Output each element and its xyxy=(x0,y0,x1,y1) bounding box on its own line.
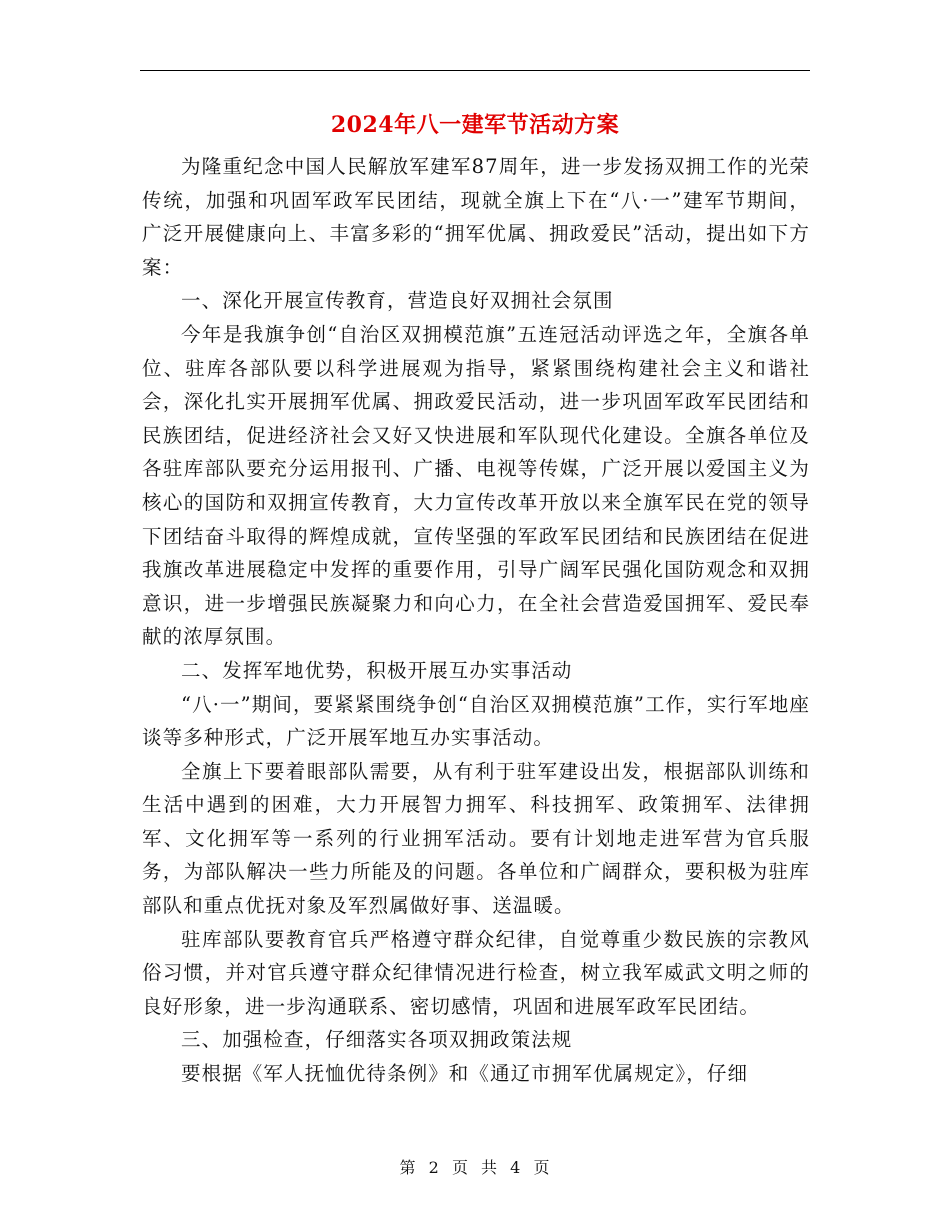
document-body xyxy=(142,150,810,1091)
paragraph-section-2c: 驻库部队要教育官兵严格遵守群众纪律，自觉尊重少数民族的宗教风俗习惯，并对官兵遵守群众纪律情况进行检查，树立我军威武文明之师的良好形象，进一步沟通联系、密切感情，巩固和进展军政军民团结。 xyxy=(142,927,810,1018)
page-label: 第 xyxy=(399,1158,417,1177)
page-number: 2 xyxy=(428,1158,440,1177)
page-unit: 页 xyxy=(451,1158,469,1177)
total-pages: 4 xyxy=(510,1158,522,1177)
paragraph-section-2b: 全旗上下要着眼部队需要，从有利于驻军建设出发，根据部队训练和生活中遇到的困难，大力开展智力拥军、科技拥军、政策拥军、法律拥军、文化拥军等一系列的行业拥军活动。要有计划地走进军营为官兵服务，为部队解决一些力所能及的问题。各单位和广阔群众，要积极为驻库部队和重点优抚对象及军烈属做好事、送温暖。 xyxy=(142,759,810,918)
paragraph-section-2a: “八·一”期间，要紧紧围绕争创“自治区双拥模范旗”工作，实行军地座谈等多种形式，广泛开展军地互办实事活动。 xyxy=(142,692,810,750)
section-heading-3: 三、加强检查，仔细落实各项双拥政策法规 xyxy=(181,1028,573,1052)
paragraph-section-3: 要根据《军人抚恤优待条例》和《通辽市拥军优属规定》，仔细 xyxy=(181,1062,749,1086)
header-rule xyxy=(140,70,810,71)
document-title: 2024年八一建军节活动方案 xyxy=(330,112,620,138)
total-unit: 页 xyxy=(533,1158,551,1177)
paragraph-intro: 为隆重纪念中国人民解放军建军87周年，进一步发扬双拥工作的光荣传统，加强和巩固军政军民团结，现就全旗上下在“八·一”建军节期间，广泛开展健康向上、丰富多彩的“拥军优属、拥政爱民”活动，提出如下方案： xyxy=(142,155,810,279)
section-heading-2: 二、发挥军地优势，积极开展互办实事活动 xyxy=(181,658,573,682)
section-heading-1: 一、深化开展宣传教育，营造良好双拥社会氛围 xyxy=(181,289,614,313)
paragraph-section-1: 今年是我旗争创“自治区双拥模范旗”五连冠活动评选之年，全旗各单位、驻库各部队要以科学进展观为指导，紧紧围绕构建社会主义和谐社会，深化扎实开展拥军优属、拥政爱民活动，进一步巩固军政军民团结和民族团结，促进经济社会又好又快进展和军队现代化建设。全旗各单位及各驻库部队要充分运用报刊、广播、电视等传媒，广泛开展以爱国主义为核心的国防和双拥宣传教育，大力宣传改革开放以来全旗军民在党的领导下团结奋斗取得的辉煌成就，宣传坚强的军政军民团结和民族团结在促进我旗改革进展稳定中发挥的重要作用，引导广阔军民强化国防观念和双拥意识，进一步增强民族凝聚力和向心力，在全社会营造爱国拥军、爱民奉献的浓厚氛围。 xyxy=(142,322,810,649)
total-label: 共 xyxy=(481,1158,499,1177)
page-footer xyxy=(0,1155,950,1178)
